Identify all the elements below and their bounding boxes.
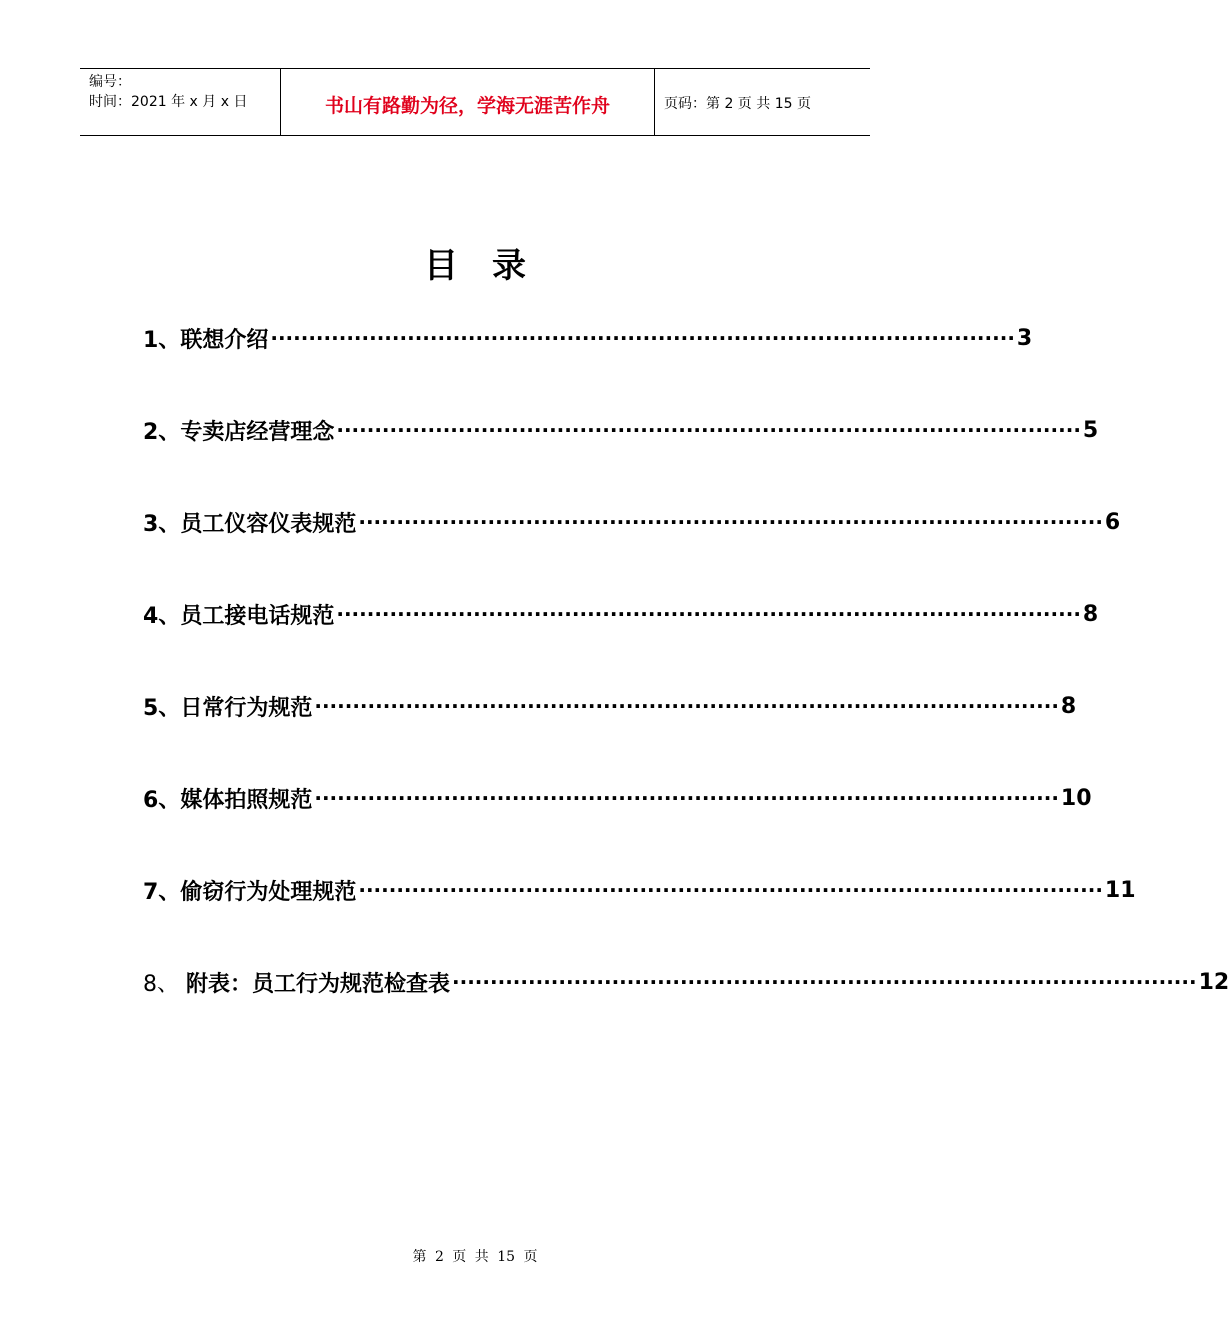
toc-entry-label: 6、媒体拍照规范 [143,787,313,813]
header-meta [80,69,281,135]
header-page-info: 页码：第 2 页 共 15 页 [664,96,811,112]
toc-leader-dots: ·································································································· [336,418,1081,442]
toc-leader-dots: ·································································································· [314,694,1059,718]
toc-entry-label: 8、 附表：员工行为规范检查表 [143,971,451,997]
header-motto: 书山有路勤为径，学海无涯苦作舟 [281,69,655,135]
page-footer: 第 2 页 共 15 页 [412,1249,538,1265]
toc-entry-label: 1、联想介绍 [143,327,269,353]
document-number-label: 编号： [89,74,131,90]
toc-entry-label: 3、员工仪容仪表规范 [143,511,357,537]
toc-entry-page: 6 [1104,509,1121,535]
toc-entry[interactable] [143,596,1099,632]
page-header [80,68,870,136]
toc-title: 目录 [424,246,560,286]
toc-leader-dots: ·································································································· [452,970,1197,994]
toc-leader-dots: ·································································································· [358,510,1103,534]
toc-leader-dots: ·································································································· [358,878,1103,902]
toc-entry-page: 11 [1104,877,1136,903]
toc-entry-label: 5、日常行为规范 [143,695,313,721]
document-time-label: 时间：2021 年 x 月 x 日 [89,94,248,110]
toc-leader-dots: ·································································································· [336,602,1081,626]
toc-entry-page: 3 [1016,325,1033,351]
toc-entry-page: 12 [1198,969,1229,995]
toc-entry[interactable] [143,872,1136,908]
toc-leader-dots: ·································································································· [270,326,1015,350]
toc-entry-label: 7、偷窃行为处理规范 [143,879,357,905]
toc-entry-page: 8 [1082,601,1099,627]
toc-entry[interactable] [143,504,1121,540]
toc-leader-dots: ·································································································· [314,786,1059,810]
toc-entry-label: 2、专卖店经营理念 [143,419,335,445]
toc-entry[interactable] [143,412,1099,448]
toc-entry[interactable] [143,688,1077,724]
toc-entry[interactable] [143,780,1092,816]
toc-entry[interactable] [143,964,1229,1000]
toc-entry-page: 10 [1060,785,1092,811]
toc-entry[interactable] [143,320,1033,356]
toc-entry-page: 5 [1082,417,1099,443]
toc-entry-page: 8 [1060,693,1077,719]
toc-entry-label: 4、员工接电话规范 [143,603,335,629]
